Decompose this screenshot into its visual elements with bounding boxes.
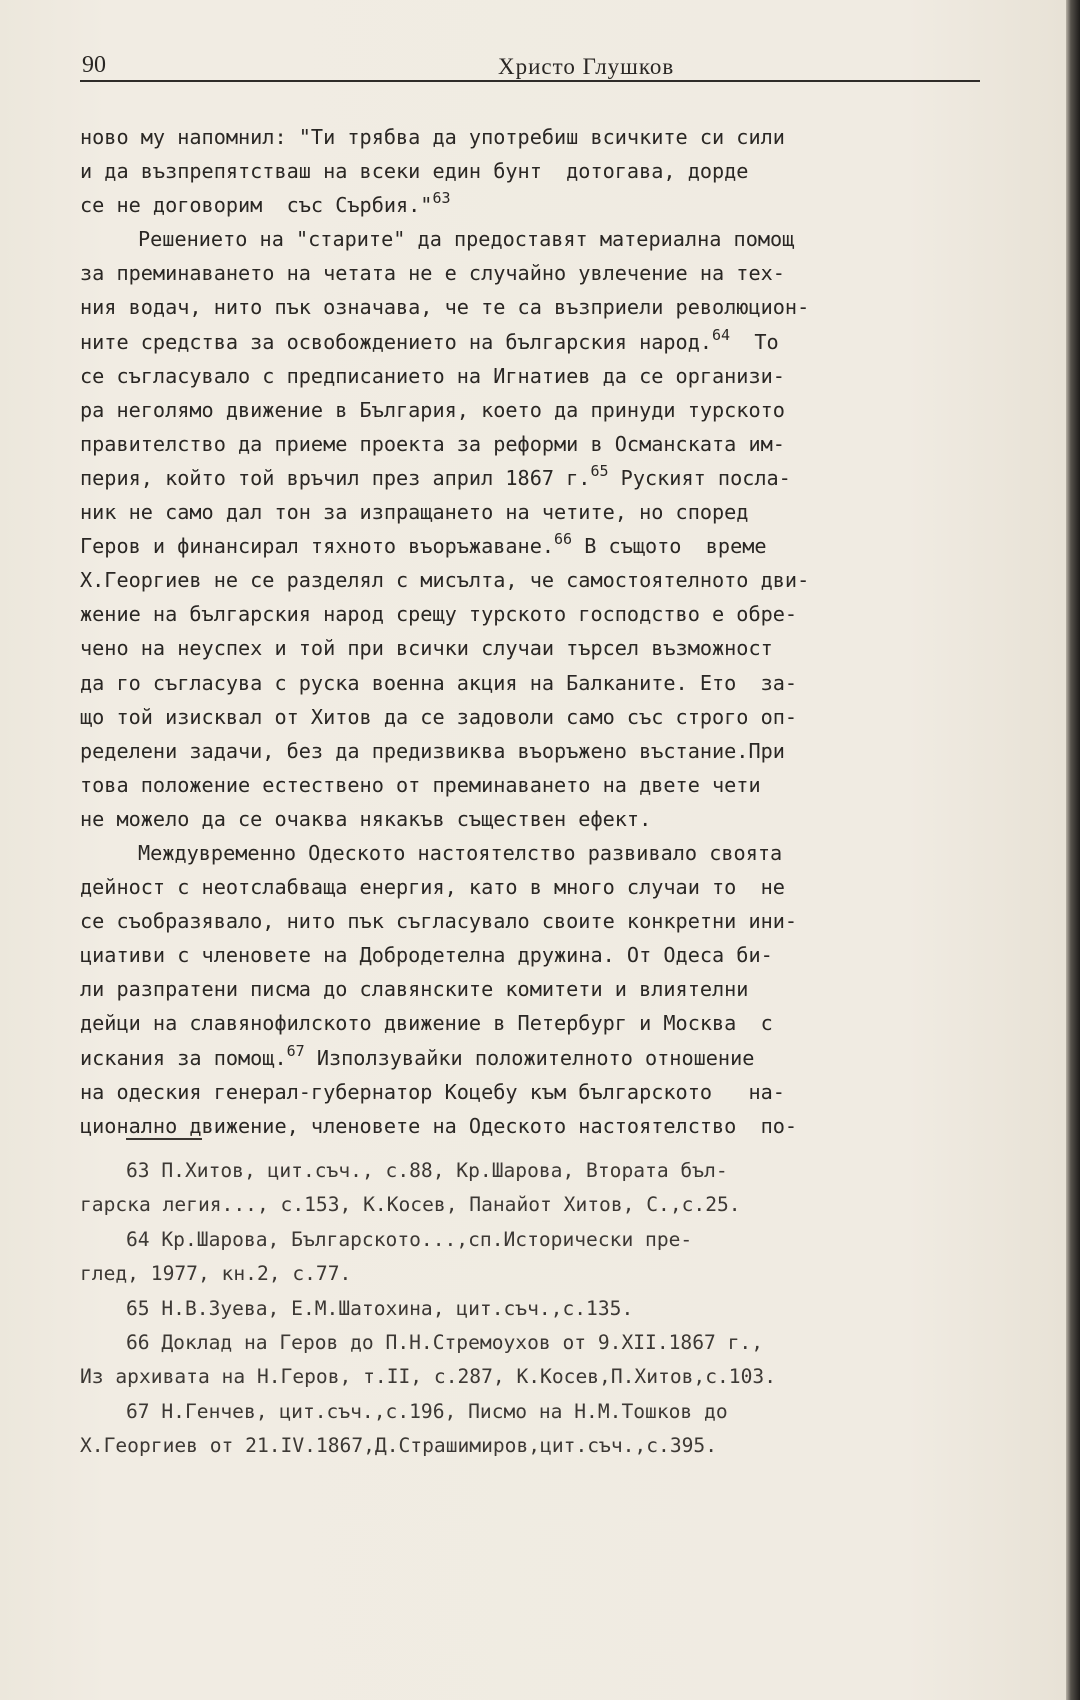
- text-line: [80, 290, 980, 324]
- footnote-line: 67 Н.Генчев, цит.съч.,с.196, Писмо на Н.М.Тошков до: [126, 1399, 728, 1423]
- footnote-ref: 64: [712, 325, 731, 344]
- text-line: [80, 734, 980, 768]
- page-edge-shadow: [1066, 0, 1080, 1700]
- text-line: [80, 120, 980, 154]
- footnote-line: 66 Доклад на Геров до П.Н.Стремоухов от 9.XII.1867 г.,: [126, 1330, 764, 1354]
- running-title: Христо Глушков: [498, 54, 675, 79]
- line-text-tail: Използувайки положителното отношение: [304, 1045, 755, 1070]
- footnote-ref: 65: [590, 461, 609, 480]
- line-text: се не договорим със Сърбия.": [80, 193, 433, 218]
- line-text-tail: Руският посла-: [608, 465, 791, 490]
- line-text: ционално движение, членовете на Одеското настоятелство по-: [80, 1113, 798, 1138]
- text-line: [80, 1006, 980, 1040]
- text-line: [80, 938, 980, 972]
- footnote-ref: 63: [432, 189, 451, 208]
- line-text: Х.Георгиев не се разделял с мисълта, че самостоятелното дви-: [80, 568, 810, 593]
- footnote-ref: 66: [554, 530, 573, 549]
- line-text: искания за помощ.: [80, 1045, 287, 1070]
- body-text: [80, 120, 980, 1143]
- line-text: правителство да приеме проекта за реформи в Османската им-: [80, 431, 785, 456]
- line-text: дейци на славянофилското движение в Петербург и Москва с: [80, 1011, 773, 1036]
- line-text: за преминаването на четата не е случайно увлечение на тех-: [80, 261, 785, 286]
- footnote-line: 64 Кр.Шарова, Българското...,сп.Исторически пре-: [126, 1227, 693, 1251]
- line-text: не можело да се очаква някакъв съществен ефект.: [80, 806, 652, 831]
- text-line: [80, 1109, 980, 1143]
- text-line: [80, 768, 980, 802]
- text-line: [80, 222, 980, 256]
- text-line: [80, 802, 980, 836]
- text-line: [80, 563, 980, 597]
- footnote-line: Из архивата на Н.Геров, т.II, с.287, К.Косев,П.Хитов,с.103.: [80, 1365, 776, 1389]
- line-text: ра неголямо движение в България, което да принуди турското: [80, 397, 785, 422]
- line-text-tail: То: [730, 329, 779, 354]
- text-line: [80, 154, 980, 188]
- line-text: Решението на "старите" да предоставят материална помощ: [138, 227, 795, 252]
- text-line: [80, 597, 980, 631]
- text-line: [80, 870, 980, 904]
- line-text: ли разпратени писма до славянските комитети и влиятелни: [80, 977, 749, 1002]
- line-text: Геров и финансирал тяхното въоръжаване.: [80, 534, 555, 559]
- line-text: се съобразявало, нито пък съгласувало своите конкретни ини-: [80, 909, 798, 934]
- text-line: [80, 495, 980, 529]
- footnote-line: гарска легия..., с.153, К.Косев, Панайот Хитов, С.,с.25.: [80, 1193, 741, 1217]
- line-text: дейност с неотслабваща енергия, като в много случаи то не: [80, 875, 785, 900]
- page-header: [80, 52, 980, 82]
- text-line: [80, 529, 980, 563]
- footnote-ref: 67: [286, 1041, 305, 1060]
- line-text: ределени задачи, без да предизвиква въоръжено въстание.При: [80, 738, 785, 763]
- footnote-separator: [126, 1138, 202, 1140]
- line-text: на одеския генерал-губернатор Коцебу към българското на-: [80, 1079, 785, 1104]
- text-line: [80, 427, 980, 461]
- text-line: [80, 461, 980, 495]
- text-line: [80, 904, 980, 938]
- line-text: жение на българския народ срещу турското господство е обре-: [80, 602, 798, 627]
- text-line: [80, 836, 980, 870]
- text-line: [80, 1075, 980, 1109]
- text-line: [80, 325, 980, 359]
- text-line: [80, 666, 980, 700]
- text-line: [80, 256, 980, 290]
- line-text: и да възпрепятстваш на всеки един бунт дотогава, дорде: [80, 159, 749, 184]
- text-line: [80, 700, 980, 734]
- page-number: 90: [82, 52, 106, 78]
- text-line: [80, 359, 980, 393]
- footnote-line: 63 П.Хитов, цит.съч., с.88, Кр.Шарова, Втората бъл-: [126, 1159, 728, 1182]
- footnote-line: 65 Н.В.Зуева, Е.М.Шатохина, цит.съч.,с.135.: [126, 1296, 634, 1320]
- footnote-line: глед, 1977, кн.2, с.77.: [80, 1262, 352, 1286]
- line-text: чено на неуспех и той при всички случаи търсел възможност: [80, 636, 773, 661]
- line-text: циативи с членовете на Добродетелна дружина. От Одеса би-: [80, 943, 773, 968]
- line-text: ново му напомнил: "Ти трябва да употребиш всичките си сили: [80, 125, 785, 149]
- text-line: [80, 393, 980, 427]
- footnote-line: Х.Георгиев от 21.IV.1867,Д.Страшимиров,цит.съч.,с.395.: [80, 1434, 718, 1458]
- text-line: [80, 631, 980, 665]
- line-text: да го съгласува с руска военна акция на Балканите. Ето за-: [80, 670, 798, 695]
- line-text: ник не само дал тон за изпращането на четите, но според: [80, 500, 749, 525]
- line-text: що той изисквал от Хитов да се задоволи само със строго оп-: [80, 704, 798, 729]
- footnotes: [80, 1154, 1020, 1464]
- line-text: това положение естествено от преминаването на двете чети: [80, 772, 761, 797]
- line-text: се съгласувало с предписанието на Игнатиев да се организи-: [80, 363, 785, 388]
- line-text: ния водач, нито пък означава, че те са възприели революцион-: [80, 295, 810, 320]
- line-text-tail: В същото време: [572, 534, 767, 559]
- text-line: [80, 188, 980, 222]
- text-line: [80, 972, 980, 1006]
- line-text: Междувременно Одеското настоятелство развивало своята: [138, 840, 783, 865]
- line-text: перия, който той връчил през април 1867 г.: [80, 465, 591, 490]
- line-text: ните средства за освобождението на българския народ.: [80, 329, 713, 354]
- text-line: [80, 1041, 980, 1075]
